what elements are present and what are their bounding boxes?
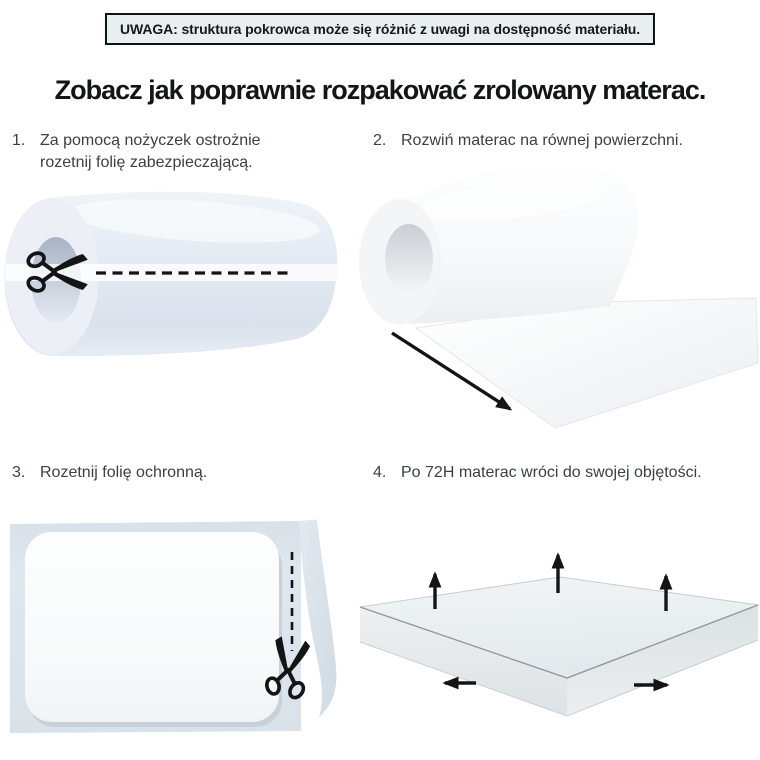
illustration-expanded-mattress (358, 535, 760, 760)
step-1-caption (12, 130, 314, 175)
roll-hole (385, 224, 433, 294)
step-1-number: 1. (12, 132, 26, 149)
step-2-text: Rozwiń materac na równej powierzchni. (401, 132, 683, 149)
step-3-text: Rozetnij folię ochronną. (40, 464, 208, 481)
mattress (25, 532, 279, 722)
notice-banner (105, 13, 655, 45)
step-3-caption (12, 462, 342, 484)
step-3-number: 3. (12, 464, 26, 481)
illustration-mattress-in-foil (5, 512, 350, 747)
notice-banner-text: UWAGA: struktura pokrowca może się różnić z uwagi na dostępność materiału. (119, 21, 641, 37)
step-2-number: 2. (373, 132, 387, 149)
illustration-mattress-unrolling (358, 158, 760, 430)
step-2-caption (373, 130, 753, 152)
step-1-text: Za pomocą nożyczek ostrożnie rozetnij folię zabezpieczającą. (40, 132, 261, 172)
step-4-caption (373, 462, 753, 484)
step-4-number: 4. (373, 464, 387, 481)
page-title: Zobacz jak poprawnie rozpakować zrolowany materac. (54, 75, 706, 106)
step-4-text: Po 72H materac wróci do swojej objętości. (401, 464, 702, 481)
illustration-rolled-mattress (0, 185, 345, 400)
